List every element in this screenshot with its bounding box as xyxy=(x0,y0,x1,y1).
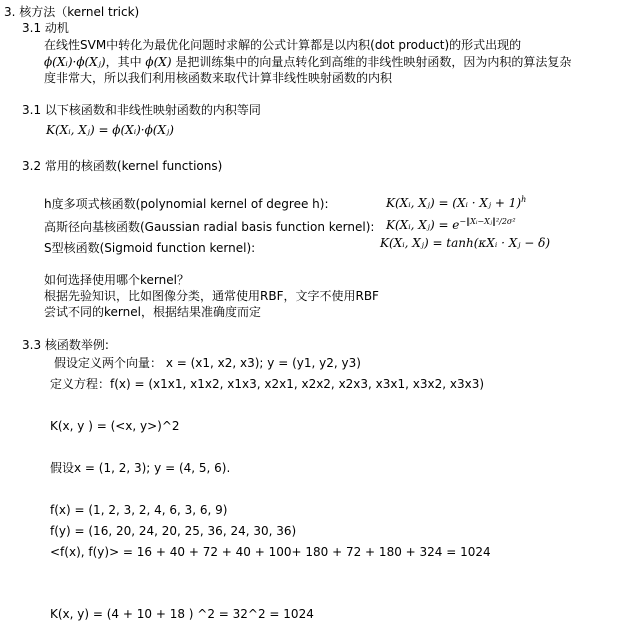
motivation-line-2 xyxy=(44,54,571,70)
example-vectors: 假设定义两个向量： x = (x1, x2, x3); y = (y1, y2, y3) xyxy=(54,356,361,370)
sigmoid-kernel-label: S型核函数(Sigmoid function kernel): xyxy=(44,241,256,255)
gaussian-formula-exponent: −‖Xᵢ−Xⱼ‖²/2σ² xyxy=(459,217,516,226)
heading-3-2: 3.2 常用的核函数(kernel functions) xyxy=(22,159,223,173)
example-fy: f(y) = (16, 20, 24, 20, 25, 36, 24, 30, 36) xyxy=(50,524,297,538)
gaussian-kernel-formula xyxy=(386,214,516,233)
example-kernel-result: K(x, y) = (4 + 10 + 18 ) ^2 = 32^2 = 1024 xyxy=(50,607,314,621)
example-kernel-def: K(x, y ) = (<x, y>)^2 xyxy=(50,419,180,433)
sigmoid-kernel-formula: K(Xᵢ, Xⱼ) = tanh(κXᵢ · Xⱼ − δ) xyxy=(380,236,550,250)
polynomial-kernel-label: h度多项式核函数(polynomial kernel of degree h): xyxy=(44,197,329,211)
text-mapping: 是把训练集中的向量点转化到高维的非线性映射函数，因为内积的算法复杂 xyxy=(175,55,572,69)
example-values: 假设x = (1, 2, 3); y = (4, 5, 6). xyxy=(50,461,231,475)
polynomial-formula-exponent: h xyxy=(521,195,527,204)
polynomial-formula-body: K(Xᵢ, Xⱼ) = (Xᵢ · Xⱼ + 1) xyxy=(386,196,522,210)
polynomial-kernel-formula xyxy=(386,192,526,211)
phi-formula: ϕ(X) xyxy=(145,55,172,69)
choose-kernel-answer-1: 根据先验知识，比如图像分类，通常使用RBF，文字不使用RBF xyxy=(44,289,379,303)
heading-3-3: 3.3 核函数举例: xyxy=(22,338,109,352)
example-inner-product: <f(x), f(y)> = 16 + 40 + 72 + 40 + 100+ 180 + 72 + 180 + 324 = 1024 xyxy=(50,545,491,559)
gaussian-kernel-label: 高斯径向基核函数(Gaussian radial basis function kernel): xyxy=(44,220,375,234)
dot-product-formula: ϕ(Xᵢ)·ϕ(Xⱼ) xyxy=(44,55,106,69)
example-mapping: 定义方程：f(x) = (x1x1, x1x2, x1x3, x2x1, x2x2, x2x3, x3x1, x3x2, x3x3) xyxy=(50,377,485,391)
gaussian-formula-body: K(Xᵢ, Xⱼ) = e xyxy=(386,218,460,232)
heading-3-1-equiv: 3.1 以下核函数和非线性映射函数的内积等同 xyxy=(22,103,261,117)
section-title: 3. 核方法（kernel trick) xyxy=(4,5,140,19)
text-qizhong: ，其中 xyxy=(105,55,142,69)
choose-kernel-answer-2: 尝试不同的kernel，根据结果准确度而定 xyxy=(44,305,261,319)
example-fx: f(x) = (1, 2, 3, 2, 4, 6, 3, 6, 9) xyxy=(50,503,228,517)
motivation-line-1: 在线性SVM中转化为最优化问题时求解的公式计算都是以内积(dot product)的形式出现的 xyxy=(44,38,522,52)
motivation-line-3: 度非常大，所以我们利用核函数来取代计算非线性映射函数的内积 xyxy=(44,71,393,85)
choose-kernel-question: 如何选择使用哪个kernel？ xyxy=(44,273,189,287)
heading-3-1: 3.1 动机 xyxy=(22,21,69,35)
kernel-equiv-formula: K(Xᵢ, Xⱼ) = ϕ(Xᵢ)·ϕ(Xⱼ) xyxy=(46,123,174,137)
